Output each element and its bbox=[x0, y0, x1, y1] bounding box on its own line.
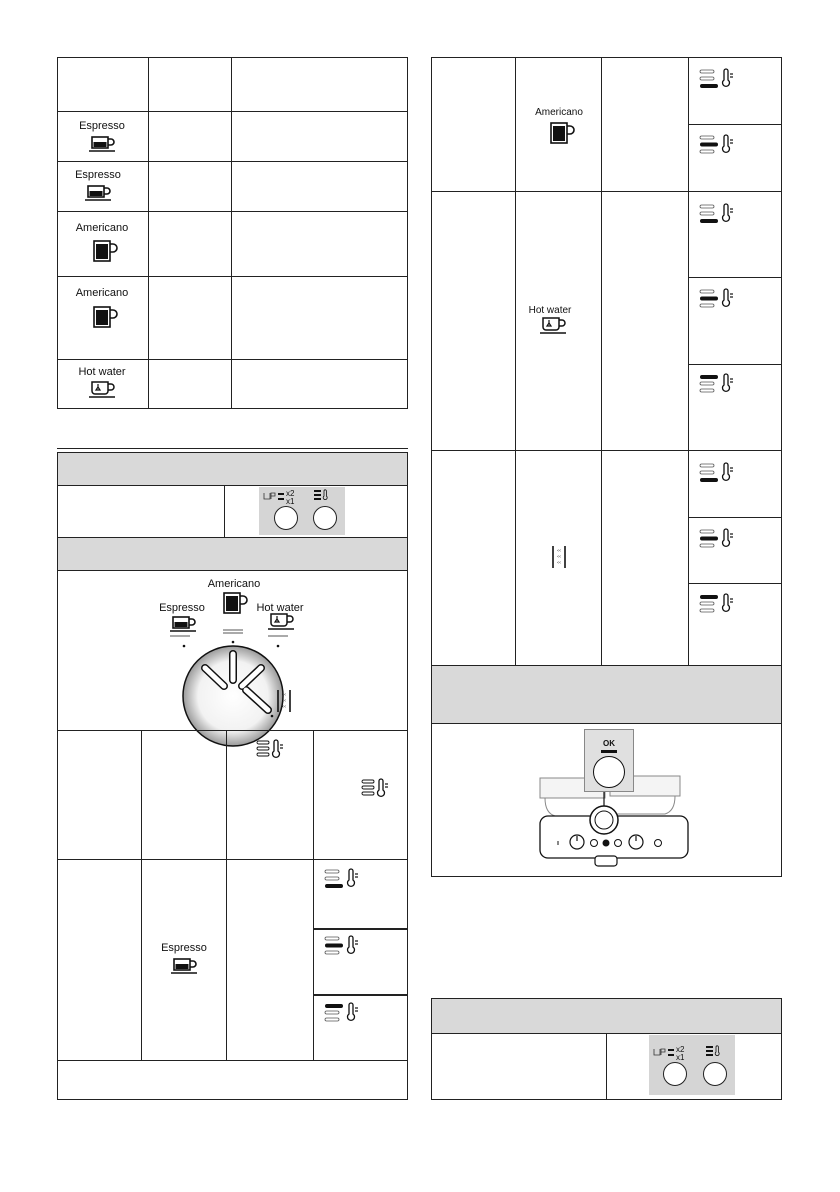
temperature-high-icon bbox=[325, 1004, 365, 1024]
temperature-mid-icon bbox=[325, 937, 365, 957]
x1-label: x1 bbox=[676, 1053, 685, 1062]
temperature-icon bbox=[257, 741, 287, 761]
temperature-mid-icon bbox=[700, 530, 740, 550]
temperature-button[interactable] bbox=[703, 1062, 727, 1086]
steam-icon bbox=[553, 546, 567, 570]
espresso-cup-icon bbox=[89, 137, 117, 153]
ok-label: OK bbox=[603, 739, 615, 748]
espresso-cup-icon bbox=[85, 186, 113, 202]
americano-label: Americano bbox=[207, 578, 261, 590]
temperature-high-icon bbox=[700, 595, 740, 615]
temperature-low-icon bbox=[325, 870, 365, 890]
americano-cup-icon bbox=[91, 307, 117, 329]
espresso-label: Espresso bbox=[161, 942, 207, 954]
temperature-indicator-icon bbox=[706, 1046, 726, 1060]
temperature-mid-icon bbox=[700, 290, 740, 310]
hot-water-label: Hot water bbox=[528, 305, 572, 316]
temperature-low-icon bbox=[700, 70, 740, 90]
americano-label: Americano bbox=[75, 287, 129, 299]
x2-label: x2 bbox=[676, 1045, 685, 1054]
cups-indicator-icon bbox=[654, 1047, 694, 1061]
temperature-low-icon bbox=[700, 205, 740, 225]
header-band bbox=[58, 453, 407, 485]
temperature-mid-icon bbox=[700, 136, 740, 156]
espresso-label: Espresso bbox=[159, 602, 205, 614]
x2-label: x2 bbox=[286, 489, 295, 498]
header-band bbox=[432, 666, 781, 723]
temperature-low-icon bbox=[700, 464, 740, 484]
espresso-label: Espresso bbox=[79, 120, 125, 132]
hot-water-cup-icon bbox=[89, 382, 117, 400]
americano-cup-icon bbox=[548, 123, 574, 145]
header-band bbox=[432, 999, 781, 1033]
americano-label: Americano bbox=[535, 107, 583, 118]
temperature-high-icon bbox=[700, 375, 740, 395]
temperature-indicator-icon bbox=[314, 490, 334, 504]
ok-button[interactable] bbox=[593, 756, 625, 788]
hot-water-cup-icon bbox=[540, 318, 568, 336]
temperature-button[interactable] bbox=[313, 506, 337, 530]
hot-water-label: Hot water bbox=[78, 366, 126, 378]
americano-label: Americano bbox=[75, 222, 129, 234]
espresso-label: Espresso bbox=[75, 169, 121, 181]
cups-indicator-icon bbox=[264, 491, 304, 505]
x1-label: x1 bbox=[286, 497, 295, 506]
cups-button[interactable] bbox=[663, 1062, 687, 1086]
header-band bbox=[58, 538, 407, 570]
cups-button[interactable] bbox=[274, 506, 298, 530]
temperature-icon bbox=[362, 780, 392, 800]
americano-cup-icon bbox=[91, 241, 117, 263]
hot-water-label: Hot water bbox=[256, 602, 304, 614]
espresso-cup-icon bbox=[171, 959, 199, 975]
selector-dial[interactable] bbox=[168, 618, 298, 748]
steam-icon bbox=[278, 690, 292, 714]
